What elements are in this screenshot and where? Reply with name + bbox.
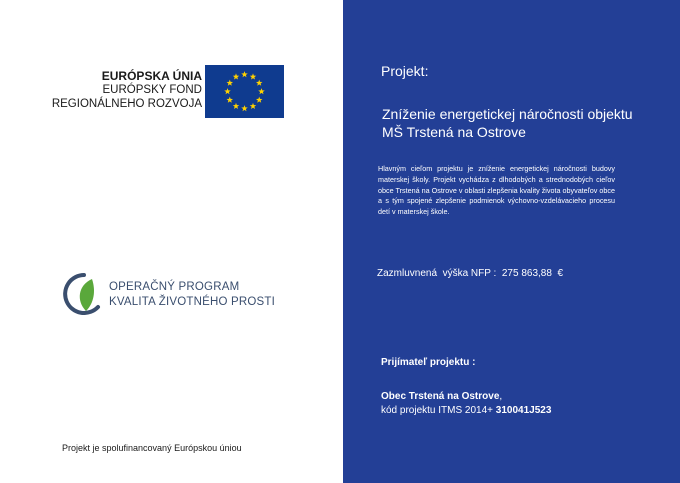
itms-code: 310041J523 [495,405,552,416]
op-logo-line2: KVALITA ŽIVOTNÉHO PROSTI [109,296,276,308]
eu-star-icon [258,88,264,94]
eu-star-icon [227,80,233,86]
cofinancing-note: Projekt je spolufinancovaný Európskou úniou [62,443,242,453]
recipient-name-line [381,391,502,402]
eu-logo-line3: REGIONÁLNEHO ROZVOJA [51,98,202,110]
eu-flag-icon [205,65,284,118]
recipient-name: Obec Trstená na Ostrove [381,391,500,402]
eu-star-icon [227,97,233,103]
eu-star-icon [250,103,256,109]
op-logo-line1: OPERAČNÝ PROGRAM [109,281,240,293]
project-title: Zníženie energetickej náročnosti objektu MŠ Trstená na Ostrove [382,106,633,140]
itms-line [381,405,551,416]
recipient-name-suffix: , [499,391,503,402]
nfp-value: 275 863,88 € [501,268,564,279]
eu-logo-line1: EURÓPSKA ÚNIA [101,69,202,83]
project-description: Hlavným cieľom projektu je zníženie energetickej náročnosti budovy materskej školy. Projekt vychádza z dlhodobých a strednodobých cieľov obce Trstená na Ostrove v oblasti zlepšenia kvality života obyvateľov obce a s tým spojené zlepšenie podmienok výchovno-vzdelávacieho procesu detí v materskej škole. [378,164,615,217]
eu-star-icon [224,88,230,94]
eu-star-icon [233,73,239,79]
project-label: Projekt: [381,63,429,79]
nfp-label: Zazmluvnená výška NFP : [377,268,497,279]
eu-star-icon [256,97,262,103]
eu-stars [205,65,284,118]
eu-star-icon [250,73,256,79]
nfp-amount [377,268,563,279]
eu-logo-line2: EURÓPSKY FOND [102,84,202,96]
eu-star-icon [256,80,262,86]
itms-label: kód projektu ITMS 2014+ [381,405,496,416]
op-logo-text [109,280,275,310]
project-panel [343,0,680,483]
eu-star-icon [233,103,239,109]
recipient-label: Prijímateľ projektu : [381,357,476,368]
eu-star-icon [241,71,247,77]
eu-star-icon [241,105,247,111]
leaf-swoosh-icon [62,271,102,315]
eu-logo-text [52,69,202,111]
